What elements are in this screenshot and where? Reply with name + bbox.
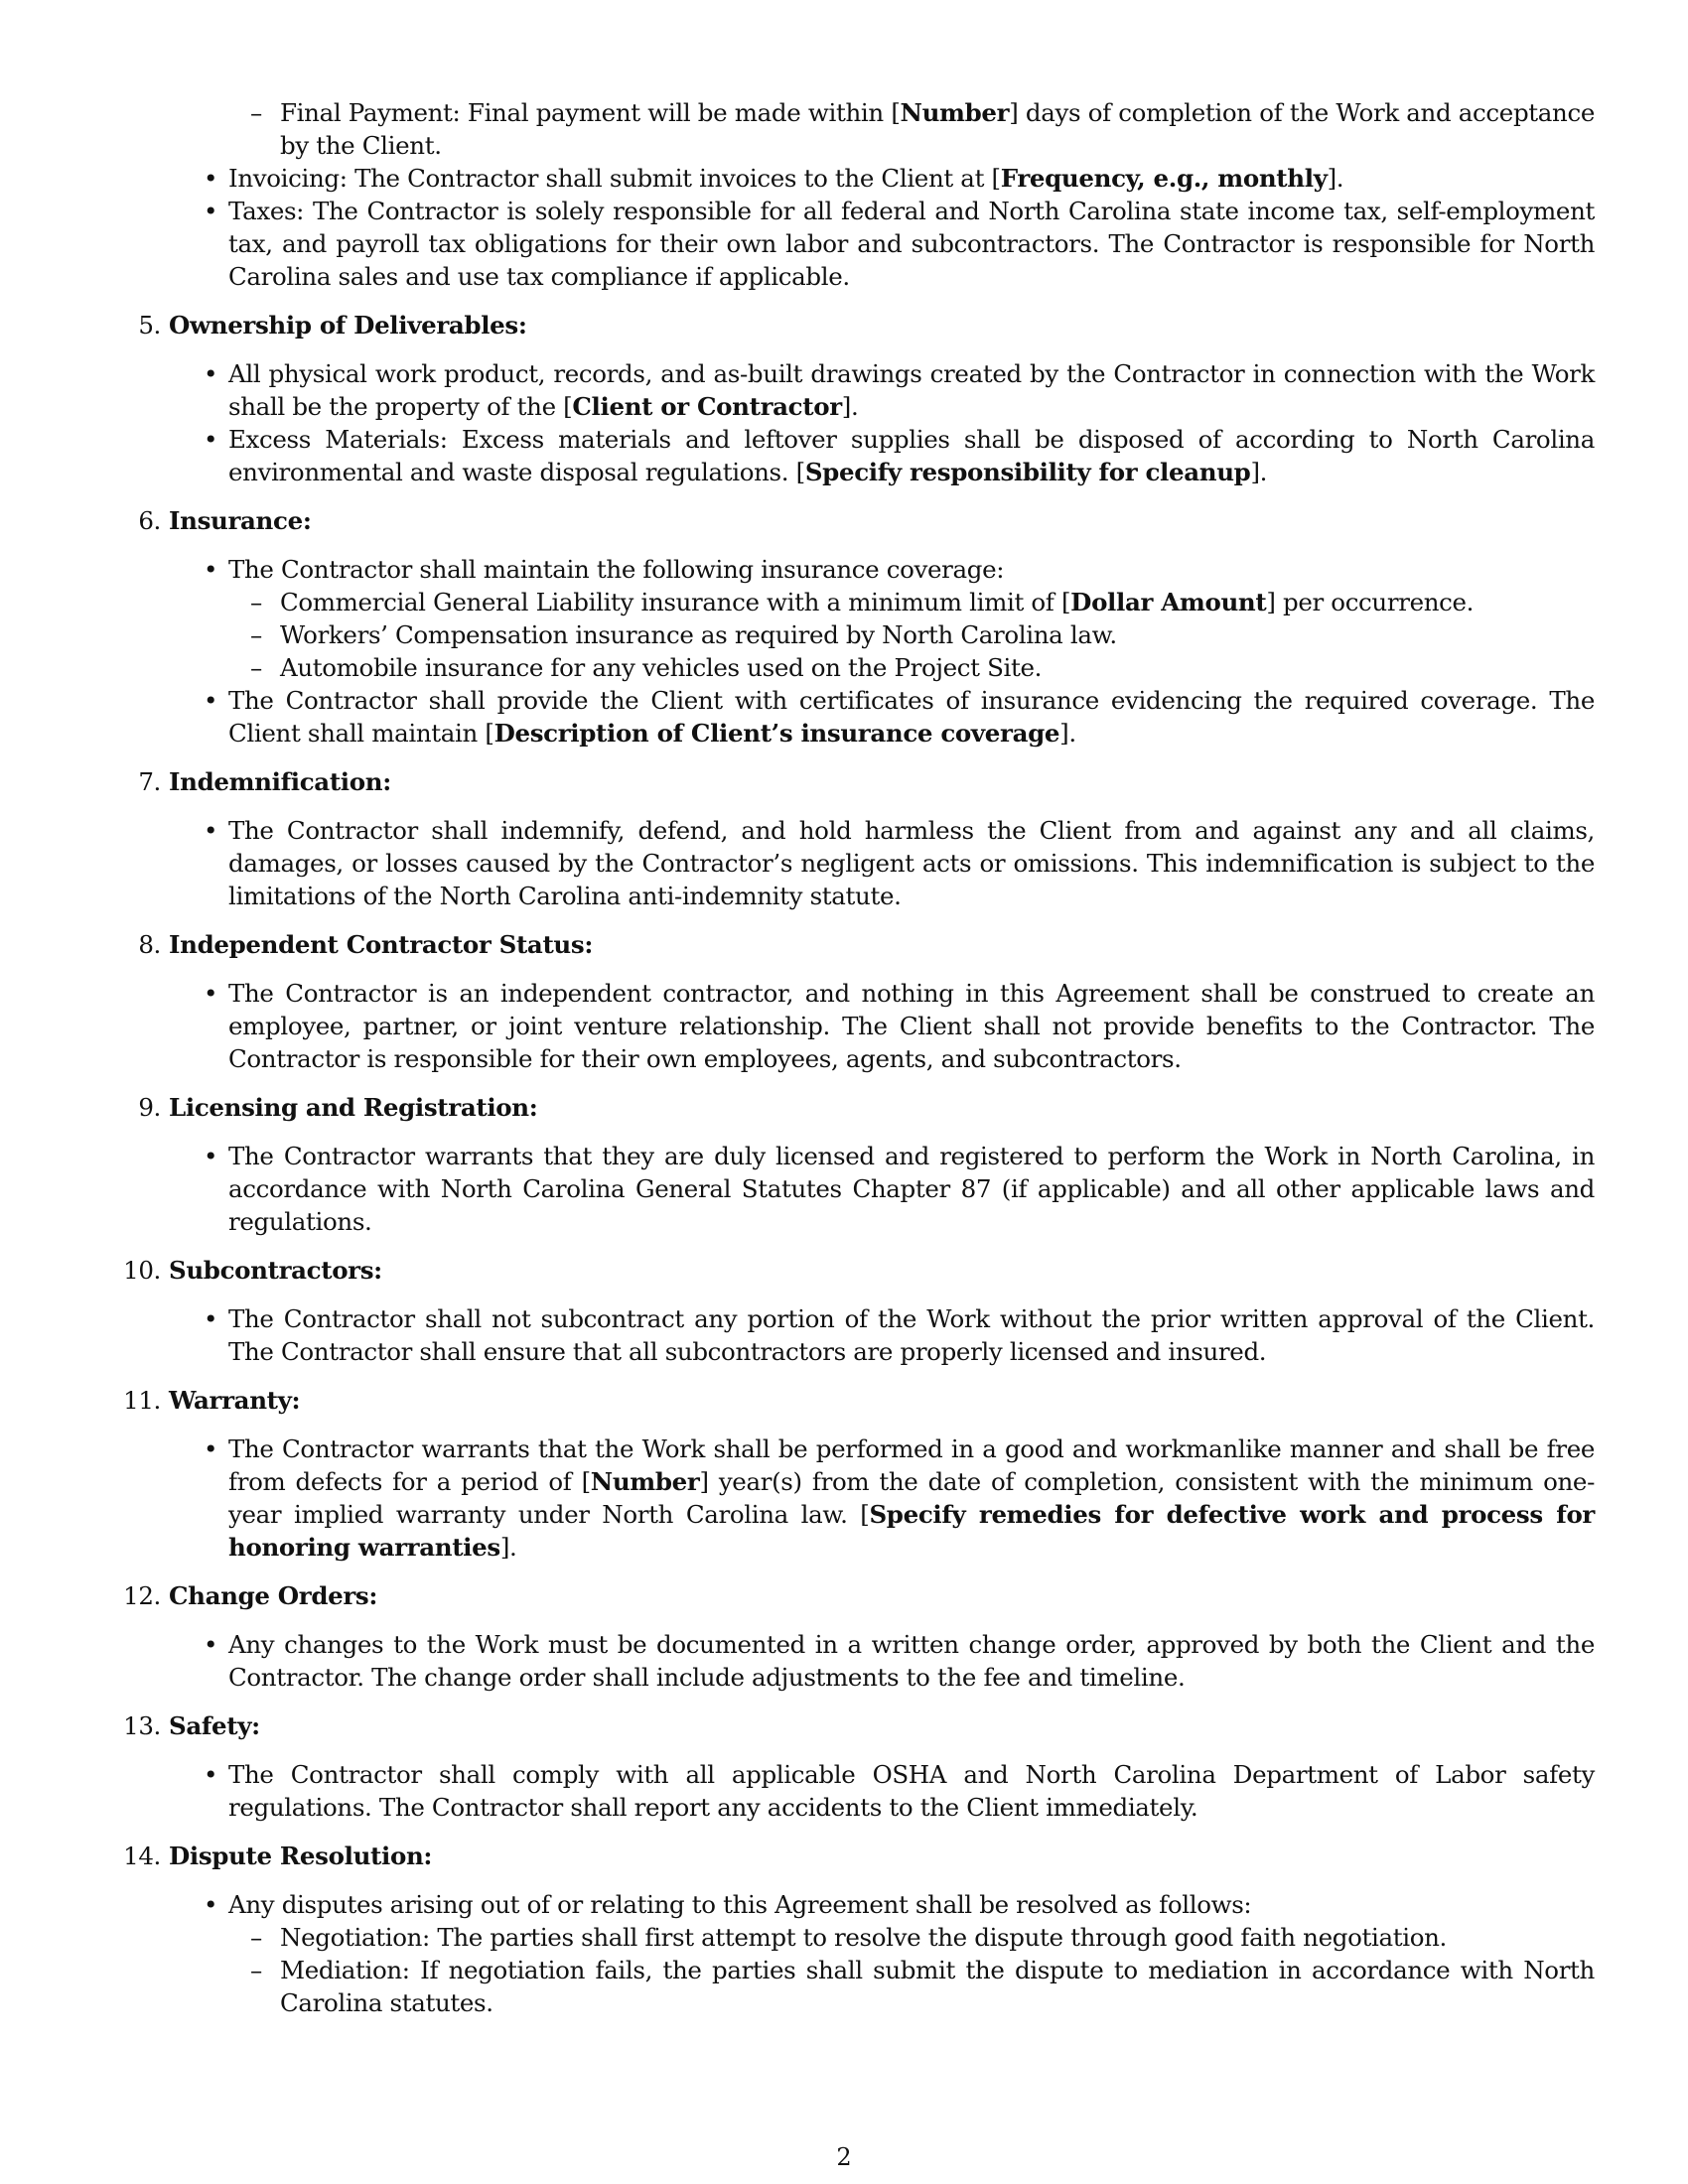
section-heading-indemnification: 7. Indemnification: <box>138 767 391 796</box>
sub-list-item: – Negotiation: The parties shall first attempt to resolve the dispute through good faith negotiation. <box>250 1923 1447 1952</box>
list-item: • The Contractor shall indemnify, defend, and hold harmless the Client from and against any and all claims, damages, or losses caused by the Contractor’s negligent acts or omissions. This indemnification is subject to the limitations of the North Carolina anti-indemnity statute. <box>204 816 1595 910</box>
dash-marker: – <box>250 653 262 682</box>
bullet-marker: • <box>204 425 218 454</box>
placeholder-frequency: Frequency, e.g., monthly <box>1000 164 1328 193</box>
bullet-marker: • <box>204 686 218 715</box>
bullet-marker: • <box>204 1760 218 1789</box>
section-heading-warranty: 11. Warranty: <box>123 1386 301 1415</box>
section-heading-subcontractors: 10. Subcontractors: <box>123 1256 382 1285</box>
sub-list-item: – Commercial General Liability insurance with a minimum limit of [Dollar Amount] per occurrence. <box>250 588 1475 616</box>
bullet-marker: • <box>204 979 218 1008</box>
document-body <box>119 96 1595 2019</box>
section-number: 10. <box>123 1256 161 1285</box>
section-heading-dispute-resolution: 14. Dispute Resolution: <box>123 1842 433 1870</box>
list-item: • The Contractor is an independent contractor, and nothing in this Agreement shall be construed to create an employee, partner, or joint venture relationship. The Client shall not provide benefits to the Contractor. The Contractor is responsible for their own employees, agents, and subcontractors. <box>204 979 1595 1073</box>
section-heading-change-orders: 12. Change Orders: <box>123 1581 378 1610</box>
section-number: 7. <box>138 767 161 796</box>
list-item: • The Contractor shall not subcontract any portion of the Work without the prior written approval of the Client. The Contractor shall ensure that all subcontractors are properly licensed and insured. <box>204 1304 1595 1366</box>
section-number: 6. <box>138 506 161 535</box>
bullet-marker: • <box>204 1304 218 1333</box>
list-item: • The Contractor shall maintain the following insurance coverage: <box>204 555 1005 584</box>
list-item: • Excess Materials: Excess materials and leftover supplies shall be disposed of according to North Carolina environmental and waste disposal regulations. [Specify responsibility for cleanup]. <box>204 425 1595 486</box>
dash-marker: – <box>250 1923 262 1952</box>
taxes-item: • Taxes: The Contractor is solely responsible for all federal and North Carolina state income tax, self-employment tax, and payroll tax obligations for their own labor and subcontractors. The Contractor is responsible for North Carolina sales and use tax compliance if applicable. <box>204 197 1595 291</box>
bullet-marker: • <box>204 816 218 845</box>
section-number: 12. <box>123 1581 161 1610</box>
dash-marker: – <box>250 1956 262 1984</box>
list-item: • The Contractor warrants that they are duly licensed and registered to perform the Work in North Carolina, in accordance with North Carolina General Statutes Chapter 87 (if applicable) and all other applicable laws and regulations. <box>204 1142 1595 1236</box>
list-item: • The Contractor shall provide the Client with certificates of insurance evidencing the required coverage. The Client shall maintain [Description of Client’s insurance coverage]. <box>204 686 1595 748</box>
bullet-marker: • <box>204 1142 218 1170</box>
list-item: • All physical work product, records, and as-built drawings created by the Contractor in connection with the Work shall be the property of the [Client or Contractor]. <box>204 359 1595 421</box>
section-heading-independent-contractor: 8. Independent Contractor Status: <box>138 930 594 959</box>
section-number: 11. <box>123 1386 161 1415</box>
dash-marker: – <box>250 620 262 649</box>
list-item: • The Contractor shall comply with all applicable OSHA and North Carolina Department of Labor safety regulations. The Contractor shall report any accidents to the Client immediately. <box>204 1760 1595 1822</box>
dash-marker: – <box>250 588 262 616</box>
sub-list-item: – Workers’ Compensation insurance as required by North Carolina law. <box>250 620 1117 649</box>
bullet-marker: • <box>204 1434 218 1463</box>
bullet-marker: • <box>204 197 218 225</box>
section-number: 9. <box>138 1093 161 1122</box>
bullet-marker: • <box>204 1630 218 1659</box>
bullet-marker: • <box>204 359 218 388</box>
final-payment-item: – Final Payment: Final payment will be made within [Number] days of completion of the Work and acceptance by the Client. <box>250 98 1595 160</box>
section-heading-safety: 13. Safety: <box>123 1711 260 1740</box>
sub-list-item: – Mediation: If negotiation fails, the parties shall submit the dispute to mediation in accordance with North Carolina statutes. <box>250 1956 1595 2017</box>
list-item: • Any changes to the Work must be documented in a written change order, approved by both the Client and the Contractor. The change order shall include adjustments to the fee and timeline. <box>204 1630 1595 1692</box>
section-number: 5. <box>138 311 161 340</box>
page-number: 2 <box>836 2143 852 2171</box>
section-number: 8. <box>138 930 161 959</box>
dash-marker: – <box>250 98 262 127</box>
bullet-marker: • <box>204 1890 218 1919</box>
invoicing-item: • Invoicing: The Contractor shall submit invoices to the Client at [Frequency, e.g., monthly]. <box>204 164 1344 193</box>
section-heading-ownership: 5. Ownership of Deliverables: <box>138 311 527 340</box>
section-heading-insurance: 6. Insurance: <box>138 506 312 535</box>
bullet-marker: • <box>204 164 218 193</box>
section-number: 14. <box>123 1842 161 1870</box>
bullet-marker: • <box>204 555 218 584</box>
list-item: • The Contractor warrants that the Work shall be performed in a good and workmanlike manner and shall be free from defects for a period of [Number] year(s) from the date of completion, consistent with the minimum one-year implied warranty under North Carolina law. [Specify remedies for defective work and process for honoring warranties]. <box>204 1434 1595 1562</box>
section-heading-licensing: 9. Licensing and Registration: <box>138 1093 538 1122</box>
section-number: 13. <box>123 1711 161 1740</box>
placeholder-number: Number <box>900 98 1010 127</box>
sub-list-item: – Automobile insurance for any vehicles used on the Project Site. <box>250 653 1043 682</box>
list-item: • Any disputes arising out of or relating to this Agreement shall be resolved as follows: <box>204 1890 1252 1919</box>
